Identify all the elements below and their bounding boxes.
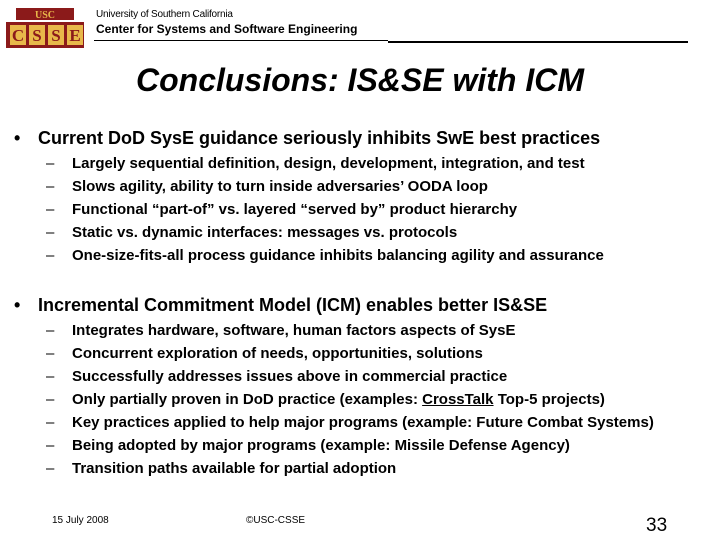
footer-copyright: ©USC-CSSE [246,515,306,526]
dash-marker: – [46,391,55,408]
dash-marker: – [46,437,55,454]
header-rule-thick [388,41,688,43]
sub-bullet-text: Slows agility, ability to turn inside adversaries’ OODA loop [72,178,488,195]
dash-marker: – [46,322,55,339]
center-name: Center for Systems and Software Engineering [96,22,358,36]
logo-letter: S [51,26,61,45]
sub-bullet-text: Successfully addresses issues above in commercial practice [72,368,508,385]
sub-bullet-text: Integrates hardware, software, human factors aspects of SysE [72,322,516,339]
dash-marker: – [46,201,55,218]
dash-marker: – [46,178,55,195]
dash-marker: – [46,155,55,172]
sub-bullet-text: Static vs. dynamic interfaces: messages vs. protocols [72,224,458,241]
dash-marker: – [46,414,55,431]
usc-csse-logo [4,6,86,50]
sub-bullet-text-after: Top-5 projects) [493,391,605,408]
header-rule-thin [94,40,388,41]
crosstalk-link[interactable]: CrossTalk [422,391,494,408]
sub-bullet-text: Concurrent exploration of needs, opportunities, solutions [72,345,483,362]
footer-date: 15 July 2008 [52,515,109,526]
logo-letter: E [69,26,81,45]
sub-bullet-text: Largely sequential definition, design, development, integration, and test [72,155,585,172]
main-bullet-text: Incremental Commitment Model (ICM) enables better IS&SE [38,295,548,315]
dash-marker: – [46,368,55,385]
sub-bullet-text: Key practices applied to help major programs (example: Future Combat Systems) [72,414,654,431]
logo-usc-text: USC [34,10,56,21]
logo-letter: S [32,26,42,45]
bullet-dot: • [14,295,21,315]
university-name: University of Southern California [96,9,233,20]
bullet-dot: • [14,128,21,148]
sub-bullet-text: Transition paths available for partial adoption [72,460,397,477]
sub-bullet-text: Being adopted by major programs (example: Missile Defense Agency) [72,437,570,454]
dash-marker: – [46,224,55,241]
sub-bullet-text [72,391,605,408]
dash-marker: – [46,345,55,362]
dash-marker: – [46,247,55,264]
sub-bullet-text-before: Only partially proven in DoD practice (examples: [72,391,423,408]
dash-marker: – [46,460,55,477]
slide-title: Conclusions: IS&SE with ICM [135,62,584,98]
logo-letter: C [11,26,25,45]
sub-bullet-text: One-size-fits-all process guidance inhibits balancing agility and assurance [72,247,604,264]
main-bullet-text: Current DoD SysE guidance seriously inhibits SwE best practices [38,128,601,148]
sub-bullet-text: Functional “part-of” vs. layered “served by” product hierarchy [72,201,518,218]
page-number: 33 [646,515,668,536]
